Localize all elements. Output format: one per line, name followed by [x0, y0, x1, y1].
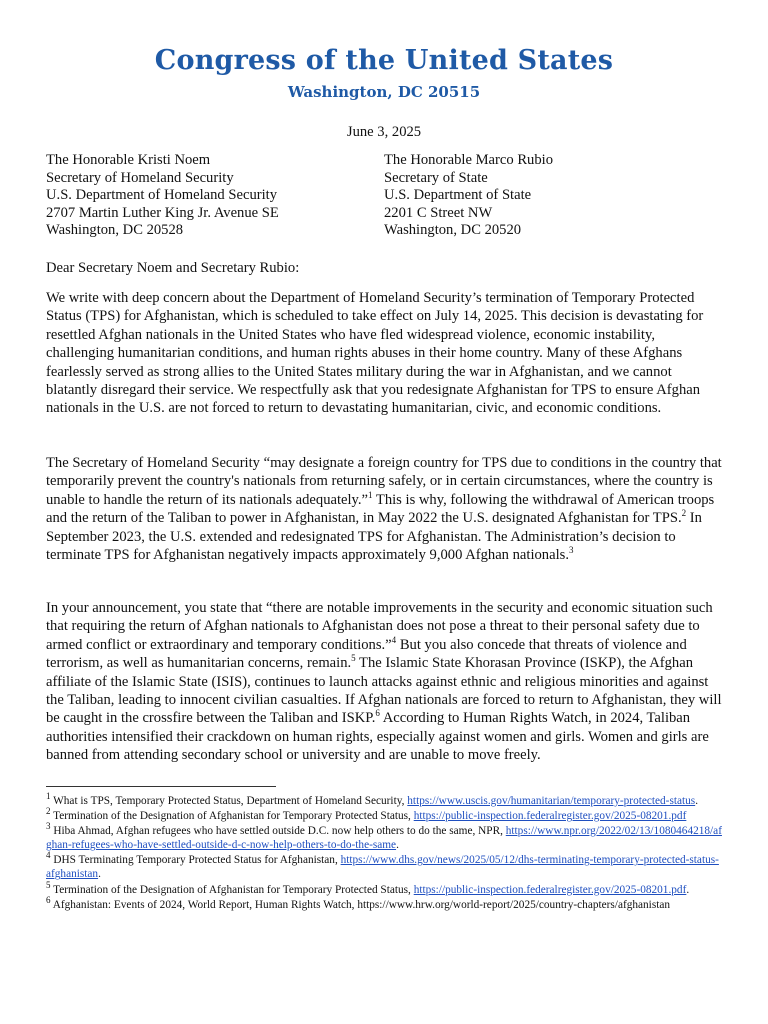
paragraph-3-text-c: The Islamic State Khorasan Province (ISKP), the Afghan affiliate of the Islamic State (ISIS), continues to launch attacks against ethnic and religious minorities and against the Taliban, leading to innocent civilian casualties. If Afghan nationals are forced to return to Afghanistan, they will be caught in the crossfire between the Taliban and ISKP. [46, 655, 722, 727]
footnote-ref-2[interactable]: 2 [681, 508, 687, 519]
footnote-number: 2 [46, 806, 51, 817]
paragraph-2-text-c: In September 2023, the U.S. extended and redesignated TPS for Afghanistan. The Administration’s decision to terminate TPS for Afghanistan negatively impacts approximately 9,000 Afghan nationals. [46, 510, 702, 564]
footnote-text: Hiba Ahmad, Afghan refugees who have settled outside D.C. now help others to do the same, NPR, [53, 825, 506, 838]
paragraph-3-text-a: In your announcement, you state that “there are notable improvements in the security and economic situation such that requiring the return of Afghan nationals to Afghanistan does not pose a threat to their personal safety due to armed conflict or extraordinary and temporary conditions.” [46, 600, 713, 653]
footnote-divider [46, 786, 276, 787]
recipient-street: 2201 C Street NW [384, 204, 493, 221]
footnote-punct: . [98, 868, 101, 881]
footnote-number: 4 [46, 850, 51, 861]
footnote-text: Afghanistan: Events of 2024, World Report, Human Rights Watch, [52, 898, 358, 911]
recipient-city: Washington, DC 20528 [46, 222, 184, 239]
footnote-punct: . [695, 795, 699, 807]
footnote-1 [46, 791, 722, 808]
recipient-department: U.S. Department of Homeland Security [46, 187, 278, 204]
footnote-ref-6[interactable]: 6 [375, 708, 380, 719]
recipient-city: Washington, DC 20520 [384, 222, 522, 239]
footnote-link[interactable]: https://www.npr.org/2022/02/13/1080464218/afghan-refugees-who-have-settled-outside-d-c-now-help-others-to-do-the-same [46, 825, 722, 852]
footnote-2 [46, 806, 722, 823]
footnote-number: 6 [46, 894, 51, 905]
recipient-department: U.S. Department of State [384, 187, 532, 204]
paragraph-2-text-b: This is why, following the withdrawal of American troops and the return of the Taliban to power in Afghanistan, in May 2022 the U.S. designated Afghanistan for TPS. [46, 491, 715, 527]
recipient-title: Secretary of State [384, 169, 488, 186]
recipient-name: The Honorable Kristi Noem [46, 152, 211, 168]
letterhead-subtitle: Washington, DC 20515 [287, 83, 481, 101]
footnote-ref-4[interactable]: 4 [391, 634, 397, 645]
recipient-address-right [384, 152, 553, 240]
footnote-text: Termination of the Designation of Afghanistan for Temporary Protected Status, [53, 883, 414, 896]
paragraph-2-text-a: The Secretary of Homeland Security “may designate a foreign country for TPS due to conditions in the country that temporarily prevent the country's nationals from returning safely, or in certain circumstances, where the country is unable to handle the return of its nationals adequately.” [46, 455, 722, 508]
paragraph-3-text-b: But you also concede that threats of violence and terrorism, as well as humanitarian concerns, remain. [46, 636, 687, 672]
recipient-title: Secretary of Homeland Security [46, 169, 234, 186]
footnote-link[interactable]: https://public-inspection.federalregister.gov/2025-08201.pdf [413, 810, 687, 823]
letterhead [0, 44, 768, 103]
footnote-number: 3 [46, 821, 51, 832]
paragraph-2 [46, 454, 722, 564]
footnote-ref-1[interactable]: 1 [368, 489, 373, 500]
footnote-punct: . [686, 883, 690, 896]
recipient-address-left [46, 152, 279, 240]
recipient-street: 2707 Martin Luther King Jr. Avenue SE [46, 204, 279, 221]
footnote-4 [46, 850, 722, 881]
footnote-5 [46, 879, 722, 897]
footnote-3 [46, 821, 722, 852]
footnote-text: Termination of the Designation of Afghanistan for Temporary Protected Status, [53, 810, 414, 823]
footnote-punct: . [396, 839, 399, 852]
letterhead-title: Congress of the United States [154, 45, 614, 76]
footnote-ref-5[interactable]: 5 [351, 653, 356, 664]
paragraph-3 [46, 599, 722, 765]
footnote-text: What is TPS, Temporary Protected Status, Department of Homeland Security, [53, 795, 408, 807]
recipient-name: The Honorable Marco Rubio [384, 152, 553, 168]
paragraph-1 [46, 289, 722, 418]
footnote-url-text: https://www.hrw.org/world-report/2025/country-chapters/afghanistan [357, 898, 671, 911]
paragraph-3-text-d: According to Human Rights Watch, in 2024, Taliban authorities intensified their crackdown on human rights, especially against women and girls. Women and girls are banned from attending secondary school or university and are unable to move freely. [46, 710, 709, 764]
footnote-link[interactable]: https://www.dhs.gov/news/2025/05/12/dhs-terminating-temporary-protected-status-afghanistan [46, 854, 719, 881]
footnote-text: DHS Terminating Temporary Protected Status for Afghanistan, [53, 854, 341, 867]
salutation: Dear Secretary Noem and Secretary Rubio: [46, 260, 300, 276]
paragraph-1-text: We write with deep concern about the Department of Homeland Security’s termination of Temporary Protected Status (TPS) for Afghanistan, which is scheduled to take effect on July 14, 2025. This decision is devastating for resettled Afghan nationals in the United States who have fled widespread violence, economic instability, challenging humanitarian conditions, and human rights abuses in their home country. Many of these Afghans fearlessly served as strong allies to the United States military during the war in Afghanistan, and we cannot blatantly disregard their service. We respectfully ask that you redesignate Afghanistan for TPS to ensure Afghan nationals in the U.S. are not forced to return to devastating humanitarian, civic, and economic conditions. [46, 290, 704, 417]
footnote-link[interactable]: https://public-inspection.federalregister.gov/2025-08201.pdf [413, 883, 687, 896]
footnote-ref-3[interactable]: 3 [568, 545, 574, 556]
footnote-link[interactable]: https://www.uscis.gov/humanitarian/temporary-protected-status [407, 795, 696, 807]
letter-date: June 3, 2025 [346, 124, 422, 140]
footnote-number: 1 [46, 791, 51, 802]
footnote-number: 5 [46, 879, 51, 890]
footnote-6 [46, 894, 722, 912]
footnotes [46, 791, 722, 913]
